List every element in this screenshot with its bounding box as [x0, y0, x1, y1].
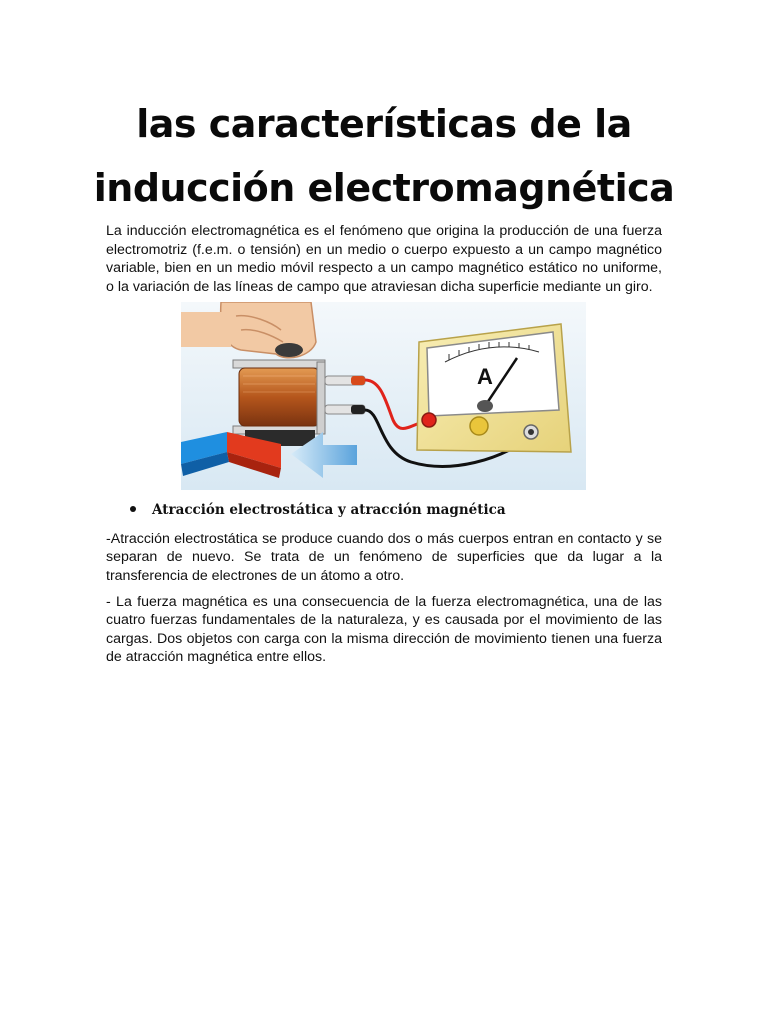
paragraph-electrostatic: -Atracción electrostática se produce cuando dos o más cuerpos entran en contacto y se separan de nuevo. Se trata de un fenómeno de superficies que da lugar a la transferencia de electrones de un átomo a otro.: [106, 531, 662, 584]
ammeter: [417, 324, 571, 452]
intro-paragraph: La inducción electromagnética es el fenómeno que origina la producción de una fuerza electromotriz (f.e.m. o tensión) en un medio o cuerpo expuesto a un campo magnético variable, bien en un medio móvil respecto a un campo magnético estático no uniforme, o la variación de las líneas de campo que atraviesan dicha superficie mediante un giro.: [106, 223, 662, 295]
bullet-point-icon: [130, 506, 136, 512]
title-line-1: las características de la: [136, 102, 632, 146]
ammeter-unit-label: A: [477, 364, 493, 389]
bullet-heading: [130, 500, 650, 520]
page-title: [60, 92, 708, 220]
induction-illustration: [181, 302, 586, 490]
induction-illustration-svg: [181, 302, 586, 490]
bullet-heading-text: Atracción electrostática y atracción magnética: [152, 502, 506, 518]
title-line-2: inducción electromagnética: [93, 166, 675, 210]
paragraph-magnetic: - La fuerza magnética es una consecuencia de la fuerza electromagnética, una de las cuatro fuerzas fundamentales de la naturaleza, y es causada por el movimiento de las cargas. Dos objetos con carga con la misma dirección de movimiento tienen una fuerza de atracción magnética entre ellos.: [106, 594, 662, 665]
